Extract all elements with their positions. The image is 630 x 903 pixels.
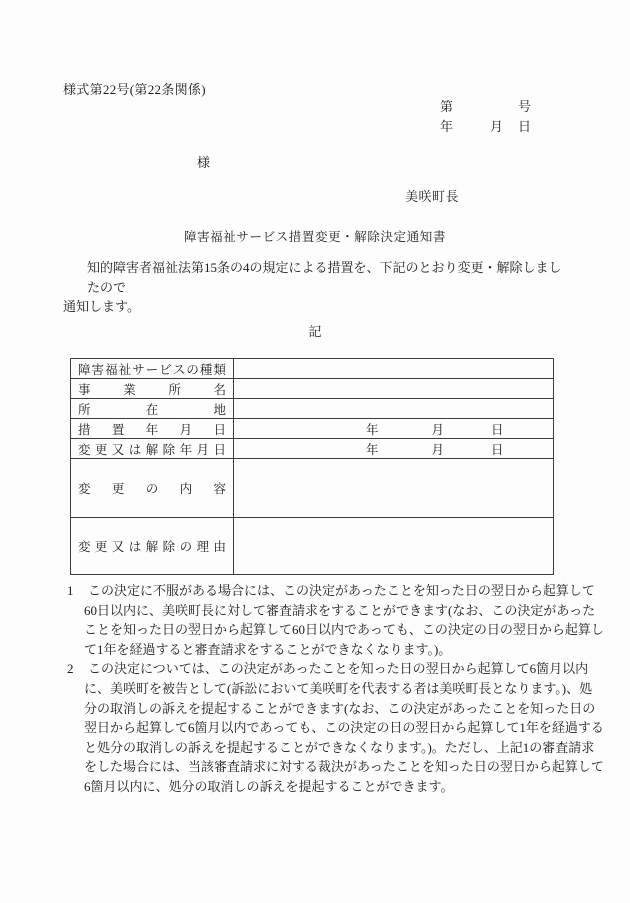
record-marker: 記	[308, 324, 322, 339]
addressee-honorific: 様	[197, 155, 211, 170]
row-label-service-type: 障害福祉サービスの種類	[71, 359, 234, 379]
row-label-location: 所在地	[71, 399, 234, 419]
note-2-line: 分の取消しの訴えを提起することができます(なお、この決定があったことを知った日の	[84, 700, 596, 716]
placement-day-label: 日	[491, 422, 504, 437]
issue-date-line	[440, 116, 531, 135]
note-2-line: 6箇月以内に、処分の取消しの訴えを提起することができます。	[84, 778, 454, 794]
row-value-service-type	[234, 359, 554, 379]
placement-month-label: 月	[431, 422, 445, 437]
note-2-line: に、美咲町を被告として(訴訟において美咲町を代表する者は美咲町長となります。)、処	[84, 680, 593, 696]
note-2	[63, 659, 604, 796]
row-value-change-content	[234, 459, 554, 518]
document-title: 障害福祉サービス措置変更・解除決定通知書	[183, 230, 446, 244]
doc-number-suffix: 号	[518, 99, 532, 114]
row-value-change-date	[234, 439, 554, 459]
date-year-label: 年	[440, 119, 454, 134]
row-value-location	[234, 399, 554, 419]
row-label-change-date: 変更又は解除年月日	[71, 439, 234, 459]
table-row-change-content	[71, 459, 554, 518]
note-2-line: 翌日から起算して6箇月以内であっても、この決定の日の翌日から起算して1年を経過する	[84, 720, 604, 736]
body-line-1: 知的障害者福祉法第15条の4の規定による措置を、下記のとおり変更・解除しましたので	[87, 260, 562, 295]
row-value-placement-date	[234, 419, 554, 439]
row-label-placement-date: 措置年月日	[71, 419, 234, 439]
table-row-location	[71, 399, 554, 419]
note-1-line: ことを知った日の翌日から起算して60日以内であっても、この決定の日の翌日から起算し	[84, 622, 604, 638]
row-value-change-reason	[234, 518, 554, 575]
table-row-change-date	[71, 439, 554, 459]
change-month-label: 月	[431, 442, 445, 457]
table-row-office-name	[71, 379, 554, 399]
note-2-line: をした場合には、当該審査請求に対する裁決があったことを知った日の翌日から起算して	[84, 759, 604, 775]
note-2-line: と処分の取消しの訴えを提起することができなくなります。)。ただし、上記1の審査請求	[84, 739, 595, 755]
date-month-label: 月	[490, 119, 504, 134]
change-year-label: 年	[366, 442, 379, 457]
form-number: 様式第22号(第22条関係)	[63, 82, 206, 97]
document-number-line	[440, 96, 531, 115]
placement-year-label: 年	[366, 422, 379, 437]
row-label-change-reason: 変更又は解除の理由	[71, 518, 234, 575]
table-row-placement-date	[71, 419, 554, 439]
note-2-number: 2	[67, 661, 74, 677]
note-1-number: 1	[67, 583, 74, 598]
body-paragraph	[63, 258, 569, 317]
note-1-line: て1年を経過すると審査請求をすることができなくなります。)。	[84, 641, 452, 657]
doc-number-prefix: 第	[440, 99, 454, 114]
note-1-line: この決定に不服がある場合には、この決定があったことを知った日の翌日から起算して	[88, 583, 595, 598]
note-2-line: この決定については、この決定があったことを知った日の翌日から起算して6箇月以内	[88, 661, 589, 677]
change-day-label: 日	[491, 442, 504, 457]
decision-details-table	[70, 358, 554, 575]
row-label-change-content: 変更の内容	[71, 459, 234, 518]
table-row-change-reason	[71, 518, 554, 575]
issuer-name: 美咲町長	[405, 189, 460, 204]
note-1-line: 60日以内に、美咲町長に対して審査請求をすることができます(なお、この決定があった	[84, 602, 596, 618]
row-value-office-name	[234, 379, 554, 399]
row-label-office-name: 事業所名	[71, 379, 234, 399]
note-1	[63, 581, 604, 659]
legal-notes	[63, 581, 604, 797]
table-row-service-type	[71, 359, 554, 379]
date-day-label: 日	[518, 119, 532, 134]
body-line-2: 通知します。	[63, 299, 140, 314]
